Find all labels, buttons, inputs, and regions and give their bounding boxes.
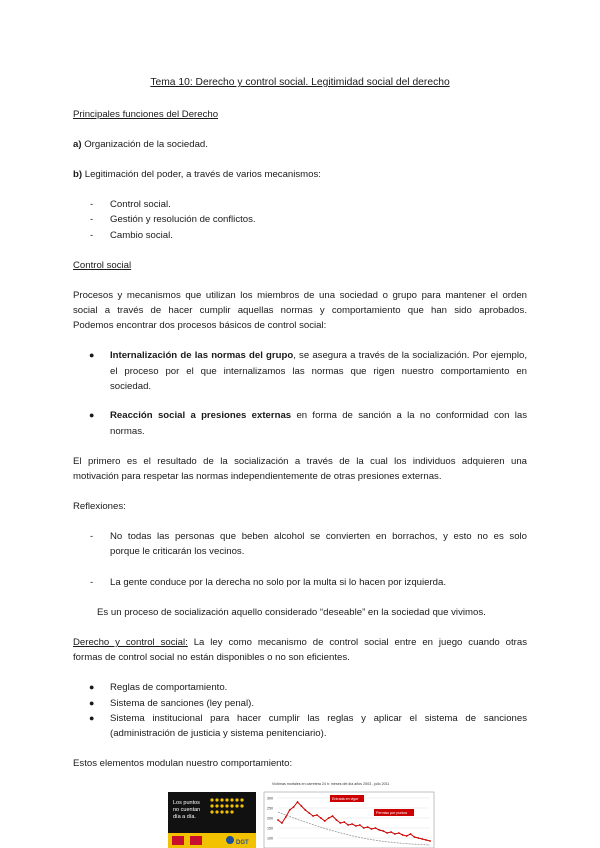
poster-text-line: Los puntos <box>173 800 200 806</box>
item-a-text: Organización de la sociedad. <box>84 139 208 150</box>
chart-point <box>312 815 314 817</box>
paragraph-line: Estos elementos modulan nuestro comportamiento: <box>73 758 293 769</box>
section-heading-functions: Principales funciones del Derecho <box>73 109 219 120</box>
reflexion-line: No todas las personas que beben alcohol se convierten en borrachos, y esto no es solo <box>110 531 527 542</box>
item-a <box>73 137 208 153</box>
bullet-marker: ● <box>89 410 95 420</box>
reflexion-line: porque le criticarán los vecinos. <box>110 546 245 557</box>
list-item: Reglas de comportamiento. <box>110 682 228 693</box>
bullet-marker: ● <box>89 682 95 692</box>
figure-svg <box>168 780 436 848</box>
chart-point <box>386 832 388 834</box>
chart-point <box>398 832 400 834</box>
chart-point <box>281 822 283 824</box>
bullet2-rest: en forma de sanción a la no conformidad con las <box>291 410 528 421</box>
paragraph-line <box>73 635 527 651</box>
chart-point <box>363 827 365 829</box>
bullet-marker: ● <box>89 713 95 723</box>
chart-point <box>382 830 384 832</box>
chart-point <box>300 805 302 807</box>
chart-title: Víctimas mortales en carretera 24 h: meses del día años 2003 - julio 2011 <box>272 782 390 786</box>
chart-point <box>293 806 295 808</box>
chart-point <box>336 819 338 821</box>
dgt-logo-icon <box>226 836 234 844</box>
chart-point <box>351 823 353 825</box>
bullet-marker: ● <box>89 350 95 360</box>
chart-point <box>324 820 326 822</box>
chart-point <box>277 819 279 821</box>
chart-point <box>375 827 377 829</box>
chart-point <box>390 831 392 833</box>
mechanism-item: Control social. <box>110 199 171 210</box>
chart-y-tick-label: 100 <box>267 836 273 841</box>
chart-y-tick-label: 200 <box>267 816 273 821</box>
emblem-icon <box>190 836 202 845</box>
figure-campaign <box>168 780 436 848</box>
bullet2-bold: Reacción social a presiones externas <box>110 410 292 421</box>
chart-y-tick-label: 150 <box>267 826 273 831</box>
paragraph-line: social a través de hacer cumplir aquellas normas y comportamiento que han sido aprobados. <box>73 305 527 316</box>
bullet-line <box>110 408 527 424</box>
chart-point <box>402 834 404 836</box>
chart-point <box>328 817 330 819</box>
chart-point <box>320 817 322 819</box>
reflexion-line: La gente conduce por la derecha no solo por la multa si lo hacen por izquierda. <box>110 577 446 588</box>
dash-marker: - <box>90 230 94 241</box>
item-b-text: Legitimación del poder, a través de varios mecanismos: <box>84 169 321 180</box>
paragraph-line: motivación para respetar las normas independientemente de otras presiones externas. <box>73 471 442 482</box>
chart-point <box>410 833 412 835</box>
item-b-letter: b) <box>73 169 83 180</box>
chart-point <box>371 828 373 830</box>
chart-annotation: Permiso por puntos <box>376 811 408 815</box>
bullet-line <box>110 348 527 364</box>
chart-point <box>316 814 318 816</box>
paragraph-line: Podemos encontrar dos procesos básicos de control social: <box>73 320 327 331</box>
item-b <box>73 167 321 183</box>
chart-point <box>421 838 423 840</box>
list-item: Sistema institucional para hacer cumplir las reglas y aplicar el sistema de sanciones <box>110 713 527 724</box>
chart-point <box>417 837 419 839</box>
chart-point <box>359 824 361 826</box>
emblem-icon <box>172 836 184 845</box>
chart-point <box>308 812 310 814</box>
dash-marker: - <box>90 577 94 588</box>
chart-point <box>378 829 380 831</box>
list-item-continuation: (administración de justicia y sistema penitenciario). <box>110 728 327 739</box>
bullet1-rest: , se asegura a través de la socialización. Por ejemplo, <box>293 350 527 361</box>
list-item: Sistema de sanciones (ley penal). <box>110 698 254 709</box>
chart-point <box>332 815 334 817</box>
item-a-letter: a) <box>73 139 82 150</box>
paragraph-line: Procesos y mecanismos que utilizan los miembros de una sociedad o grupo para mantener el orden <box>73 290 527 301</box>
dash-marker: - <box>90 199 94 210</box>
chart-point <box>425 839 427 841</box>
dash-marker: - <box>90 531 94 542</box>
section-heading-derecho: Derecho y control social: <box>73 637 188 648</box>
chart-point <box>406 835 408 837</box>
poster-text-line: día a día. <box>173 814 196 820</box>
centered-statement: Es un proceso de socialización aquello considerado “deseable” en la sociedad que vivimos. <box>97 607 486 618</box>
chart-point <box>347 824 349 826</box>
bullet-line: normas. <box>110 426 145 437</box>
chart-point <box>289 809 291 811</box>
chart-point <box>394 833 396 835</box>
bullet-marker: ● <box>89 698 95 708</box>
reflexiones-label: Reflexiones: <box>73 501 126 512</box>
document-title: Tema 10: Derecho y control social. Legitimidad social del derecho <box>150 77 450 88</box>
mechanism-item: Cambio social. <box>110 230 173 241</box>
chart-annotation: Entrada en vigor <box>332 797 359 801</box>
dgt-logo-label: DGT <box>236 840 249 846</box>
bullet-line: el proceso por el que internalizamos las normas que rigen nuestro comportamiento en <box>110 366 527 377</box>
chart-point <box>367 826 369 828</box>
chart-point <box>297 801 299 803</box>
chart-y-tick-label: 250 <box>267 806 273 811</box>
bullet-line: sociedad. <box>110 381 152 392</box>
chart-y-tick-label: 300 <box>267 796 273 801</box>
chart-point <box>355 825 357 827</box>
mechanism-item: Gestión y resolución de conflictos. <box>110 214 256 225</box>
chart-point <box>429 840 431 842</box>
poster-text-line: no cuentan <box>173 807 201 813</box>
chart-point <box>343 821 345 823</box>
chart-point <box>304 809 306 811</box>
chart-point <box>285 816 287 818</box>
chart-point <box>414 836 416 838</box>
bullet1-bold: Internalización de las normas del grupo <box>110 350 294 361</box>
paragraph-line: formas de control social no están disponibles o no son eficientes. <box>73 652 350 663</box>
chart-point <box>339 822 341 824</box>
section-heading-control-social: Control social <box>73 260 132 271</box>
dash-marker: - <box>90 214 94 225</box>
paragraph-line: El primero es el resultado de la socialización a través de la cual los individuos adquieren una <box>73 456 527 467</box>
sec3-text: La ley como mecanismo de control social entre en juego cuando otras <box>187 637 527 648</box>
